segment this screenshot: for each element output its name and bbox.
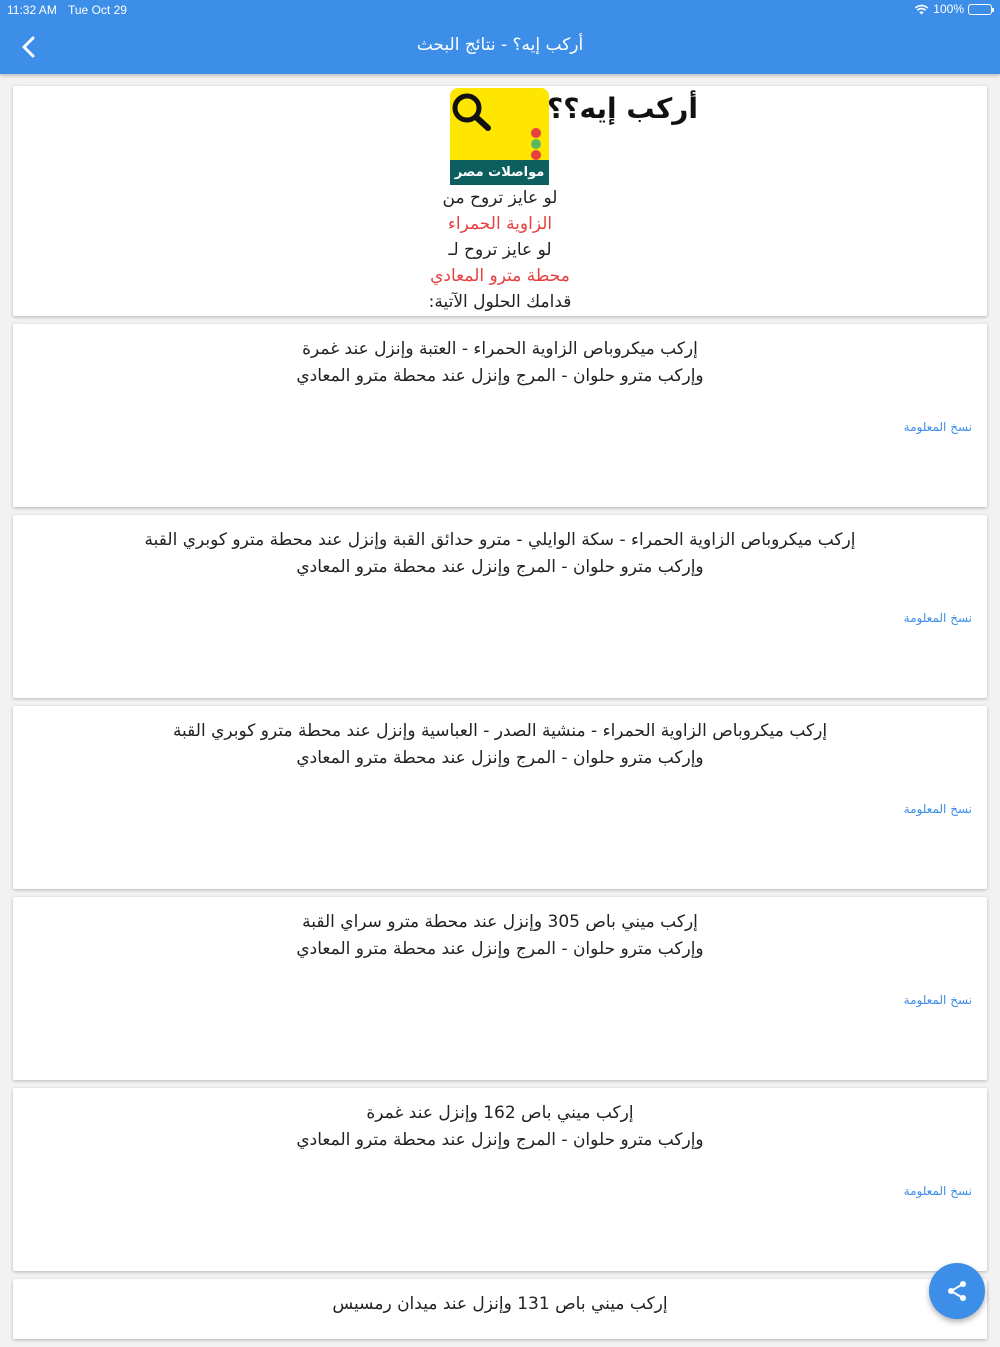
logo-artwork <box>450 88 698 160</box>
solutions-label: قدامك الحلول الآتية: <box>428 292 572 312</box>
copy-info-button[interactable]: نسخ المعلومة <box>903 993 972 1007</box>
route-card <box>13 897 987 1080</box>
to-label: لو عايز تروح لـ <box>448 240 552 260</box>
status-bar <box>0 0 1000 20</box>
results-list[interactable] <box>13 86 987 1347</box>
route-text <box>13 527 987 581</box>
from-label: لو عايز تروح من <box>442 188 558 208</box>
copy-info-button[interactable]: نسخ المعلومة <box>903 1184 972 1198</box>
route-line-2: وإركب مترو حلوان - المرج وإنزل عند محطة مترو المعادي <box>296 366 704 386</box>
copy-info-button[interactable]: نسخ المعلومة <box>903 420 972 434</box>
route-text <box>13 1100 987 1154</box>
route-text <box>13 336 987 390</box>
route-card <box>13 515 987 698</box>
copy-info-button[interactable]: نسخ المعلومة <box>903 802 972 816</box>
status-date: Tue Oct 29 <box>68 3 127 17</box>
route-line-1: إركب ميكروباص الزاوية الحمراء - سكة الوايلي - مترو حدائق القبة وإنزل عند محطة مترو كوبري القبة <box>144 530 856 550</box>
route-line-1: إركب ميكروباص الزاوية الحمراء - العتبة وإنزل عند غمرة <box>302 339 698 359</box>
route-line-1: إركب ميني باص 305 وإنزل عند محطة مترو سراي القبة <box>302 912 698 932</box>
app-logo <box>450 88 698 185</box>
route-line-2: وإركب مترو حلوان - المرج وإنزل عند محطة مترو المعادي <box>296 1130 704 1150</box>
route-line-2: وإركب مترو حلوان - المرج وإنزل عند محطة مترو المعادي <box>296 748 704 768</box>
route-text <box>13 718 987 772</box>
route-card <box>13 706 987 889</box>
share-icon <box>945 1279 969 1303</box>
route-card <box>13 1088 987 1271</box>
route-card <box>13 324 987 507</box>
battery-icon <box>968 4 992 15</box>
route-line-2: وإركب مترو حلوان - المرج وإنزل عند محطة مترو المعادي <box>296 939 704 959</box>
route-line-1: إركب ميكروباص الزاوية الحمراء - منشية الصدر - العباسية وإنزل عند محطة مترو كوبري القبة <box>172 721 828 741</box>
nav-bar <box>0 20 1000 74</box>
from-value: الزاوية الحمراء <box>447 214 553 234</box>
wifi-icon <box>914 4 929 15</box>
status-right <box>914 2 992 16</box>
logo-title: أركب إيه؟؟ <box>547 92 698 125</box>
page-title: أركب إيه؟ - نتائج البحث <box>416 35 584 55</box>
route-line-2: وإركب مترو حلوان - المرج وإنزل عند محطة مترو المعادي <box>296 557 704 577</box>
status-time: 11:32 AM <box>7 3 57 17</box>
share-button[interactable] <box>929 1263 985 1319</box>
route-line-1: إركب ميني باص 162 وإنزل عند غمرة <box>366 1103 634 1123</box>
copy-info-button[interactable]: نسخ المعلومة <box>903 611 972 625</box>
route-line-1: إركب ميني باص 131 وإنزل عند ميدان رمسيس <box>332 1294 668 1314</box>
route-text <box>13 909 987 963</box>
route-text <box>13 1291 987 1318</box>
to-value: محطة مترو المعادي <box>430 266 570 286</box>
route-card <box>13 1279 987 1339</box>
search-summary-card <box>13 86 987 316</box>
battery-percent: 100% <box>933 2 964 16</box>
logo-band-text: مواصلات مصر <box>450 160 549 185</box>
